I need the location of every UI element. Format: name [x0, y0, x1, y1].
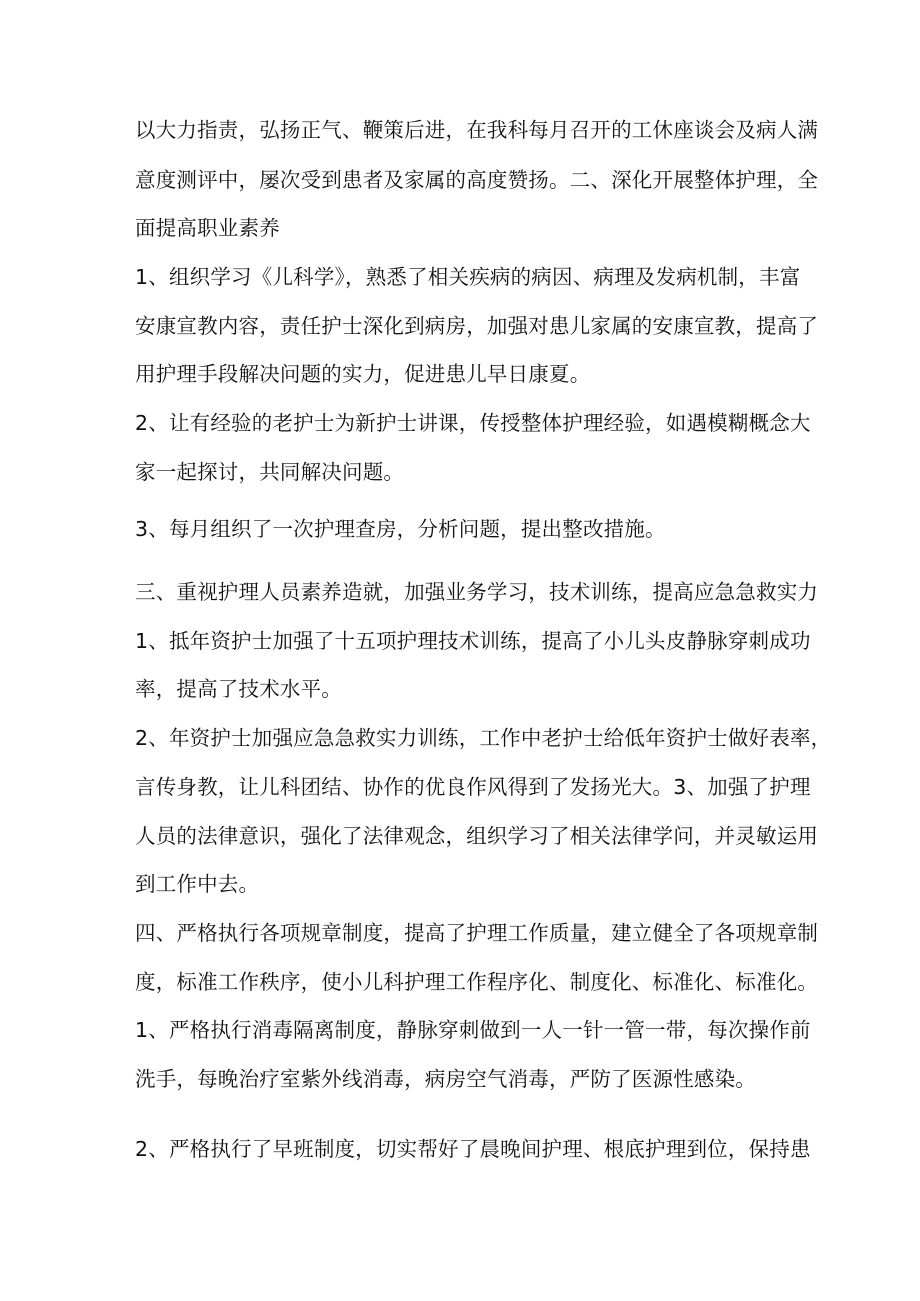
text-line: 度，标准工作秩序，使小儿科护理工作程序化、制度化、标准化、标准化。	[135, 970, 819, 994]
text-line: 面提高职业素养	[135, 216, 280, 240]
text-line: 意度测评中，屡次受到患者及家属的高度赞扬。二、深化开展整体护理，全	[135, 168, 819, 192]
text-line: 三、重视护理人员素养造就，加强业务学习，技术训练，提高应急急救实力	[135, 580, 819, 604]
text-line: 家一起探讨，共同解决问题。	[135, 460, 405, 484]
text-line: 2、年资护士加强应急急救实力训练，工作中老护士给低年资护士做好表率，	[135, 726, 832, 750]
text-line: 洗手，每晚治疗室紫外线消毒，病房空气消毒，严防了医源性感染。	[135, 1067, 756, 1091]
text-line: 以大力指责，弘扬正气、鞭策后进，在我科每月召开的工休座谈会及病人满	[135, 118, 819, 142]
text-line: 人员的法律意识，强化了法律观念，组织学习了相关法律学问，并灵敏运用	[135, 824, 819, 848]
text-line: 四、严格执行各项规章制度，提高了护理工作质量，建立健全了各项规章制	[135, 921, 819, 945]
text-line: 用护理手段解决问题的实力，促进患儿早日康夏。	[135, 362, 591, 386]
text-line: 率，提高了技术水平。	[135, 677, 342, 701]
text-line: 安康宣教内容，责任护士深化到病房，加强对患儿家属的安康宣教，提高了	[135, 314, 819, 338]
text-line: 1、组织学习《儿科学》，熟悉了相关疾病的病因、病理及发病机制，丰富	[135, 265, 801, 289]
text-line: 2、让有经验的老护士为新护士讲课，传授整体护理经验，如遇模糊概念大	[135, 411, 811, 435]
text-line: 2、严格执行了早班制度，切实帮好了晨晚间护理、根底护理到位，保持患	[135, 1137, 811, 1161]
text-line: 1、抵年资护士加强了十五项护理技术训练，提高了小儿头皮静脉穿刺成功	[135, 629, 811, 653]
text-line: 言传身教，让儿科团结、协作的优良作风得到了发扬光大。3、加强了护理	[135, 775, 811, 799]
text-line: 到工作中去。	[135, 872, 260, 896]
text-line: 1、严格执行消毒隔离制度，静脉穿刺做到一人一针一管一带，每次操作前	[135, 1018, 811, 1042]
text-line: 3、每月组织了一次护理查房，分析问题，提出整改措施。	[135, 517, 666, 541]
